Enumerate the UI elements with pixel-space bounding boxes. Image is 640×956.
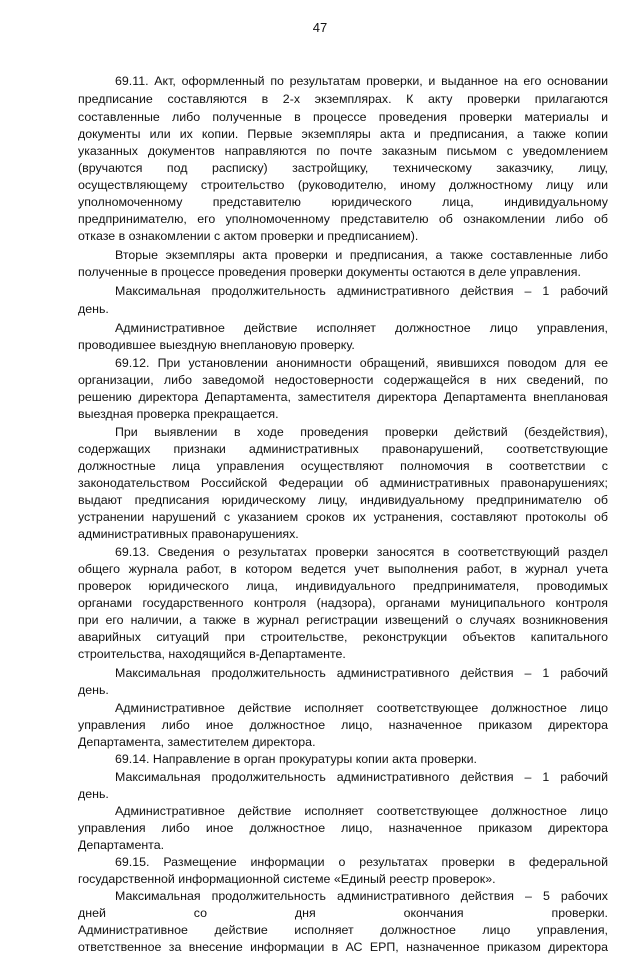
- text-line: уполномоченному представителю юридического лица, индивидуальному: [78, 195, 608, 209]
- text-line: указанных документов направляются по почте заказным письмом с уведомлением: [78, 144, 608, 158]
- text-line: Административное действие исполняет соответствующее должностное лицо: [115, 804, 608, 818]
- text-line: органами государственного контроля (надзора), органами муниципального контроля: [78, 596, 608, 610]
- text-line: решению директора Департамента, заместителя директора Департамента внеплановая: [78, 390, 608, 404]
- text-line: составленные либо полученные в процессе проведения проверки материалы и: [78, 110, 608, 124]
- text-line: отказе в ознакомлении с актом проверки и предписанием).: [78, 229, 419, 243]
- text-line: ответственное за внесение информации в АС ЕРП, назначенное приказом директора: [78, 940, 608, 954]
- text-line: Максимальная продолжительность административного действия – 1 рабочий: [115, 770, 608, 784]
- text-line: строительства, находящийся в-Департаменте.: [78, 647, 346, 661]
- text-line: при его наличии, а также в журнал регистрации извещений о случаях возникновения: [78, 613, 608, 627]
- text-line: 69.11. Акт, оформленный по результатам проверки, и выданное на его основании: [115, 74, 608, 88]
- text-line: (вручаются под расписку) застройщику, техническому заказчику, лицу,: [78, 161, 608, 175]
- text-line: проверок юридического лица, индивидуального предпринимателя, проводимых: [78, 579, 608, 593]
- text-line: 69.15. Размещение информации о результатах проверки в федеральной: [115, 855, 608, 869]
- text-line: административных правонарушениях.: [78, 527, 299, 541]
- text-line: Вторые экземпляры акта проверки и предписания, а также составленные либо: [115, 248, 608, 262]
- text-line: 69.14. Направление в орган прокуратуры копии акта проверки.: [115, 752, 477, 766]
- text-line: управления либо иное должностное лицо, назначенное приказом директора: [78, 821, 608, 835]
- text-line: Департамента.: [78, 838, 165, 852]
- text-line: При выявлении в ходе проведения проверки действий (бездействия),: [115, 425, 608, 439]
- text-line: 69.13. Сведения о результатах проверки заносятся в соответствующий раздел: [115, 545, 608, 559]
- text-line: устранении нарушений с указанием сроков их устранения, составляют протоколы об: [78, 510, 608, 524]
- text-line: содержащих признаки административных правонарушений, соответствующие: [78, 442, 608, 456]
- text-line: документы или их копии. Первые экземпляры акта и предписания, а также копии: [78, 127, 608, 141]
- text-line: аварийных ситуаций при строительстве, реконструкции объектов капитального: [78, 630, 608, 644]
- text-line: должностные лица управления осуществляют полномочия в соответствии с: [78, 459, 608, 473]
- page-number: 47: [312, 20, 328, 35]
- text-line: Административное действие исполняет соответствующее должностное лицо: [115, 701, 608, 715]
- text-line: Максимальная продолжительность административного действия – 5 рабочих: [115, 889, 608, 903]
- text-line: законодательством Российской Федерации об административных правонарушениях;: [78, 476, 608, 490]
- text-line: 69.12. При установлении анонимности обращений, явившихся поводом для ее: [115, 356, 608, 370]
- text-line: дней со дня окончания проверки.: [78, 906, 608, 920]
- text-line: Административное действие исполняет должностное лицо управления,: [78, 923, 608, 937]
- text-line: день.: [78, 683, 109, 697]
- text-line: день.: [78, 787, 109, 801]
- text-line: общего журнала работ, в котором ведется учет выполнения работ, в журнал учета: [78, 562, 608, 576]
- text-line: выездная проверка прекращается.: [78, 407, 279, 421]
- text-line: управления либо иное должностное лицо, назначенное приказом директора: [78, 718, 608, 732]
- text-line: выдают предписания юридическому лицу, индивидуальному предпринимателю об: [78, 493, 608, 507]
- text-line: предпринимателю, его уполномоченному представителю об ознакомлении либо об: [78, 212, 608, 226]
- text-line: полученные в процессе проведения проверки документы остаются в деле управления.: [78, 265, 581, 279]
- text-line: предписание составляются в 2-х экземплярах. К акту проверки прилагаются: [78, 92, 608, 106]
- text-line: Максимальная продолжительность административного действия – 1 рабочий: [115, 666, 608, 680]
- text-line: государственной информационной системе «Единый реестр проверок».: [78, 872, 496, 886]
- text-line: Департамента, заместителем директора.: [78, 735, 316, 749]
- text-line: осуществляющему строительство (руководителю, иному должностному лицу или: [78, 178, 608, 192]
- text-line: Максимальная продолжительность административного действия – 1 рабочий: [115, 284, 608, 298]
- text-line: организации, либо заведомой недостоверности содержащейся в них сведений, по: [78, 373, 608, 387]
- text-line: проводившее выездную внеплановую проверку.: [78, 338, 355, 352]
- text-line: Административное действие исполняет должностное лицо управления,: [115, 321, 608, 335]
- text-line: день.: [78, 302, 109, 316]
